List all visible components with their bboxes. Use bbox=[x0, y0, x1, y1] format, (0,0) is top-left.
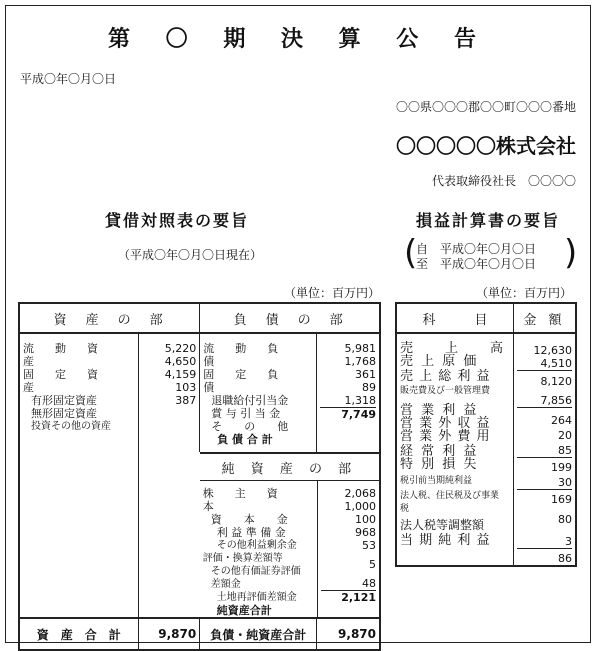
liabilities-header: 負 債 の 部 bbox=[200, 303, 380, 333]
net-asset-label: 土地再評価差額金 bbox=[216, 592, 297, 603]
pl-unit: （単位：百万円） bbox=[476, 286, 573, 300]
pl-row-label: 営 業 外 費 用 bbox=[400, 429, 491, 444]
pl-period-to: 至 平成〇年〇月〇日 bbox=[416, 257, 537, 271]
asset-value: 5,220 bbox=[164, 342, 197, 355]
pl-row-label: 売 上 総 利 益 bbox=[400, 369, 491, 384]
pl-row-label: 税引前当期純利益 bbox=[400, 476, 473, 486]
net-asset-label: 評価・換算差額等 bbox=[202, 553, 283, 564]
liability-label: 固 定 負 債 bbox=[203, 368, 300, 394]
pl-row-value: 20 bbox=[558, 429, 572, 442]
balance-sheet-table bbox=[18, 302, 381, 651]
pl-row-value: 80 bbox=[558, 513, 572, 526]
asset-label: 固 定 資 産 bbox=[23, 368, 119, 394]
pl-row-label: 経 常 利 益 bbox=[400, 444, 479, 459]
company-address: 〇〇県〇〇〇郡〇〇町〇〇〇番地 bbox=[395, 100, 576, 114]
pl-row-value: 199 bbox=[517, 457, 572, 474]
asset-value: 387 bbox=[175, 394, 197, 407]
pl-row-value: 30 bbox=[558, 476, 572, 489]
pl-row-label: 売 上 高 bbox=[400, 341, 506, 356]
notice-date: 平成〇年〇月〇日 bbox=[20, 72, 117, 86]
liability-value: 89 bbox=[362, 381, 376, 394]
net-asset-label: 株 主 資 本 bbox=[202, 487, 299, 513]
liability-label: 賞 与 引 当 金 bbox=[211, 407, 281, 420]
pl-labels bbox=[396, 333, 514, 566]
liab-net-total-value: 9,870 bbox=[317, 618, 380, 650]
liability-value: 1,318 bbox=[344, 394, 376, 407]
bs-heading: 貸借対照表の要旨 bbox=[105, 211, 250, 230]
assets-labels bbox=[19, 333, 138, 618]
pl-row-label: 営 業 外 収 益 bbox=[400, 416, 491, 431]
pl-row-value: 4,510 bbox=[540, 357, 572, 370]
net-asset-label: 利 益 準 備 金 bbox=[216, 526, 286, 539]
pl-row-label: 法人税、住民税及び事業税 bbox=[400, 491, 500, 514]
net-asset-label: その他利益剰余金 bbox=[216, 540, 297, 551]
pl-row-value: 7,856 bbox=[540, 394, 572, 407]
pl-period-from: 自 平成〇年〇月〇日 bbox=[416, 242, 537, 256]
liab-net-total-label: 負債・純資産合計 bbox=[200, 618, 317, 650]
net-asset-total-label: 純資産合計 bbox=[216, 604, 272, 617]
net-assets-section bbox=[200, 452, 380, 618]
asset-value: 4,650 bbox=[164, 355, 197, 368]
asset-value: 103 bbox=[175, 381, 197, 394]
asset-label: 流 動 資 産 bbox=[23, 342, 119, 368]
net-assets-header: 純 資 産 の 部 bbox=[200, 453, 379, 481]
liability-total-value: 7,749 bbox=[320, 407, 376, 421]
net-assets-labels bbox=[200, 481, 318, 618]
period-brace-left: ( bbox=[404, 233, 418, 273]
net-asset-value: 53 bbox=[362, 539, 376, 552]
pl-row-value: 3 bbox=[565, 535, 572, 548]
pl-row-label: 営 業 利 益 bbox=[400, 403, 479, 418]
pl-row-label: 当 期 純 利 益 bbox=[400, 533, 491, 548]
pl-row-value: 8,120 bbox=[517, 370, 572, 388]
net-asset-label: その他有価証券評価差額金 bbox=[210, 566, 301, 590]
company-name: 〇〇〇〇〇株式会社 bbox=[396, 134, 576, 158]
net-assets-table bbox=[200, 452, 379, 617]
liabilities-labels bbox=[200, 333, 317, 452]
liability-label: そ の 他 bbox=[211, 420, 289, 433]
asset-label: 投資その他の資産 bbox=[31, 421, 111, 432]
pl-row-label: 販売費及び一般管理費 bbox=[400, 386, 491, 396]
asset-value: 4,159 bbox=[164, 368, 197, 381]
liability-total-label: 負 債 合 計 bbox=[217, 433, 273, 446]
pl-heading: 損益計算書の要旨 bbox=[416, 211, 561, 230]
page-title: 第 〇 期 決 算 公 告 bbox=[108, 27, 490, 52]
net-asset-value: 48 bbox=[362, 577, 376, 590]
pl-row-label: 売 上 原 価 bbox=[400, 354, 479, 369]
liability-label: 退職給付引当金 bbox=[211, 394, 289, 407]
representative: 代表取締役社長 〇〇〇〇 bbox=[431, 174, 576, 188]
net-asset-value: 5 bbox=[369, 558, 376, 571]
liability-value: 1,768 bbox=[344, 355, 376, 368]
assets-header: 資 産 の 部 bbox=[19, 303, 200, 333]
pl-row-label: 法人税等調整額 bbox=[400, 518, 485, 532]
asset-label: 無形固定資産 bbox=[31, 407, 97, 420]
pl-row-value: 169 bbox=[517, 489, 572, 506]
asset-label: 有形固定資産 bbox=[31, 394, 97, 407]
pl-col-item: 科 目 bbox=[396, 303, 514, 333]
net-asset-value: 968 bbox=[355, 526, 376, 539]
assets-values bbox=[138, 333, 200, 618]
income-statement-table bbox=[395, 302, 577, 567]
pl-row-value: 85 bbox=[558, 444, 572, 457]
liabilities-values bbox=[317, 333, 380, 452]
period-brace-right: ) bbox=[564, 233, 578, 273]
bs-as-of: （平成〇年〇月〇日現在） bbox=[118, 248, 263, 262]
net-asset-value: 1,000 bbox=[344, 500, 376, 513]
assets-total-value: 9,870 bbox=[138, 618, 200, 650]
liability-value: 361 bbox=[355, 368, 376, 381]
pl-values bbox=[514, 333, 577, 566]
pl-row-value: 264 bbox=[517, 407, 572, 427]
net-assets-values bbox=[318, 481, 379, 618]
pl-row-value: 12,630 bbox=[533, 344, 572, 357]
pl-row-value: 86 bbox=[517, 548, 572, 565]
bs-unit: （単位：百万円） bbox=[284, 286, 381, 300]
pl-col-amount: 金 額 bbox=[514, 303, 577, 333]
assets-total-label: 資 産 合 計 bbox=[19, 618, 138, 650]
net-asset-value: 2,068 bbox=[344, 487, 376, 500]
net-asset-value: 100 bbox=[355, 513, 376, 526]
net-asset-total-value: 2,121 bbox=[321, 590, 376, 604]
liability-label: 流 動 負 債 bbox=[203, 342, 300, 368]
liability-value: 5,981 bbox=[344, 342, 376, 355]
pl-row-label: 特 別 損 失 bbox=[400, 457, 479, 472]
net-asset-label: 資 本 金 bbox=[210, 513, 288, 526]
